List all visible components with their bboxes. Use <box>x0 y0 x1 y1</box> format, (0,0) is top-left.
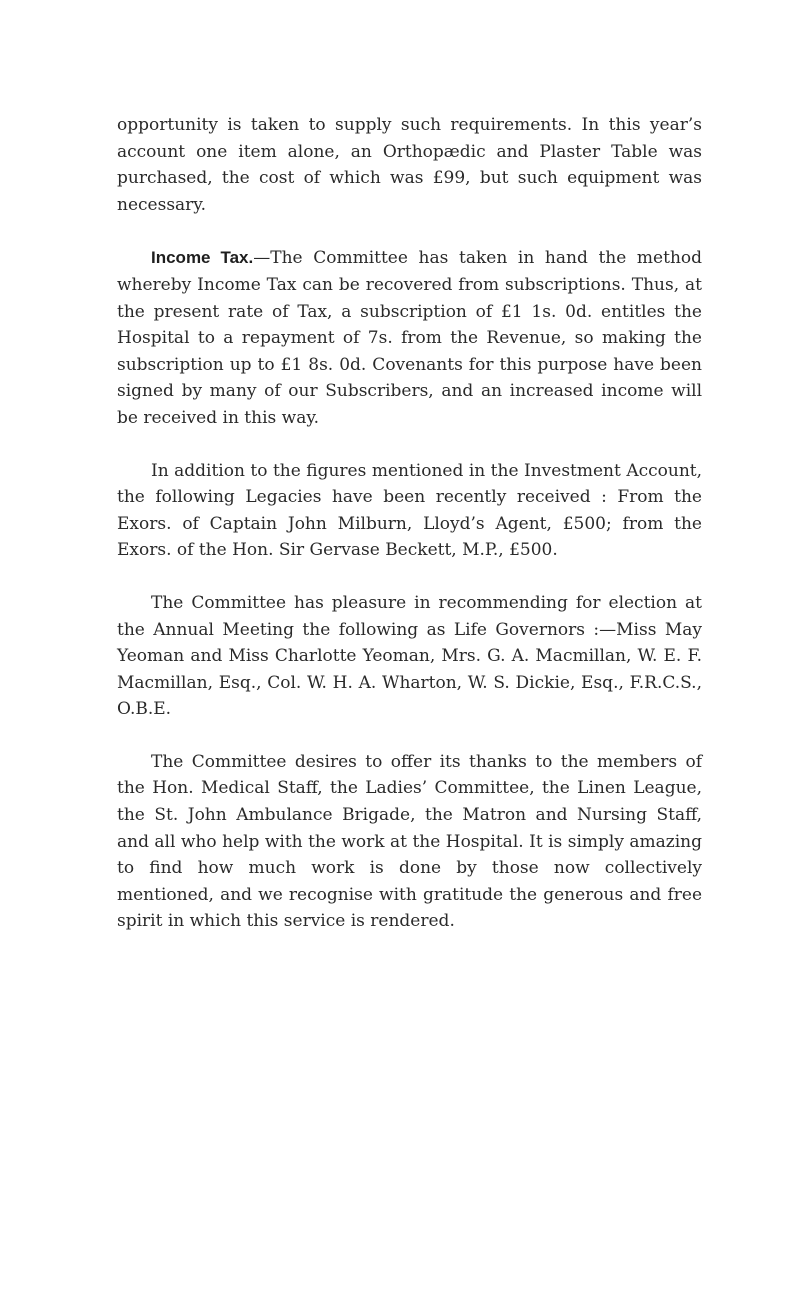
body-text <box>117 112 702 961</box>
paragraph-text: opportunity is taken to supply such requirements. In this year’s account one item alone, an Orthopædic and Plaster Table was purchased, the cost of which was £99, but such equipment was necessary. <box>117 115 702 215</box>
paragraph-thanks <box>117 749 702 935</box>
paragraph-text: The Committee desires to offer its thanks to the members of the Hon. Medical Staff, the Ladies’ Committee, the Linen League, the St. John Ambulance Brigade, the Matron and Nursing Staff, and all who help with the work at the Hospital. It is simply amazing to find how much work is done by those now collectively mentioned, and we recognise with gratitude the generous and free spirit in which this service is rendered. <box>117 751 702 932</box>
paragraph-text: In addition to the figures mentioned in the Investment Account, the following Legacies have been recently received : From the Exors. of Captain John Milburn, Lloyd’s Agent, £500; from the Exors. of the Hon. Sir Gervase Beckett, M.P., £500. <box>117 460 702 561</box>
income-tax-heading: Income Tax. <box>151 248 254 268</box>
paragraph-requirements <box>117 112 702 218</box>
paragraph-income-tax <box>117 245 702 431</box>
paragraph-text: The Committee has pleasure in recommending for election at the Annual Meeting the following as Life Governors :—Miss May Yeoman and Miss Charlotte Yeoman, Mrs. G. A. Macmillan, W. E. F. Macmillan, Esq., Col. W. H. A. Wharton, W. S. Dickie, Esq., F.R.C.S., O.B.E. <box>117 592 702 720</box>
paragraph-text: —The Committee has taken in hand the method whereby Income Tax can be recovered from subscriptions. Thus, at the present rate of Tax, a subscription of £1 1s. 0d. entitles the Hospital to a repayment of 7s. from the Revenue, so making the subscription up to £1 8s. 0d. Covenants for this purpose have been signed by many of our Subscribers, and an increased income will be received in this way. <box>117 248 703 428</box>
paragraph-legacies <box>117 458 702 564</box>
paragraph-life-governors <box>117 590 702 723</box>
